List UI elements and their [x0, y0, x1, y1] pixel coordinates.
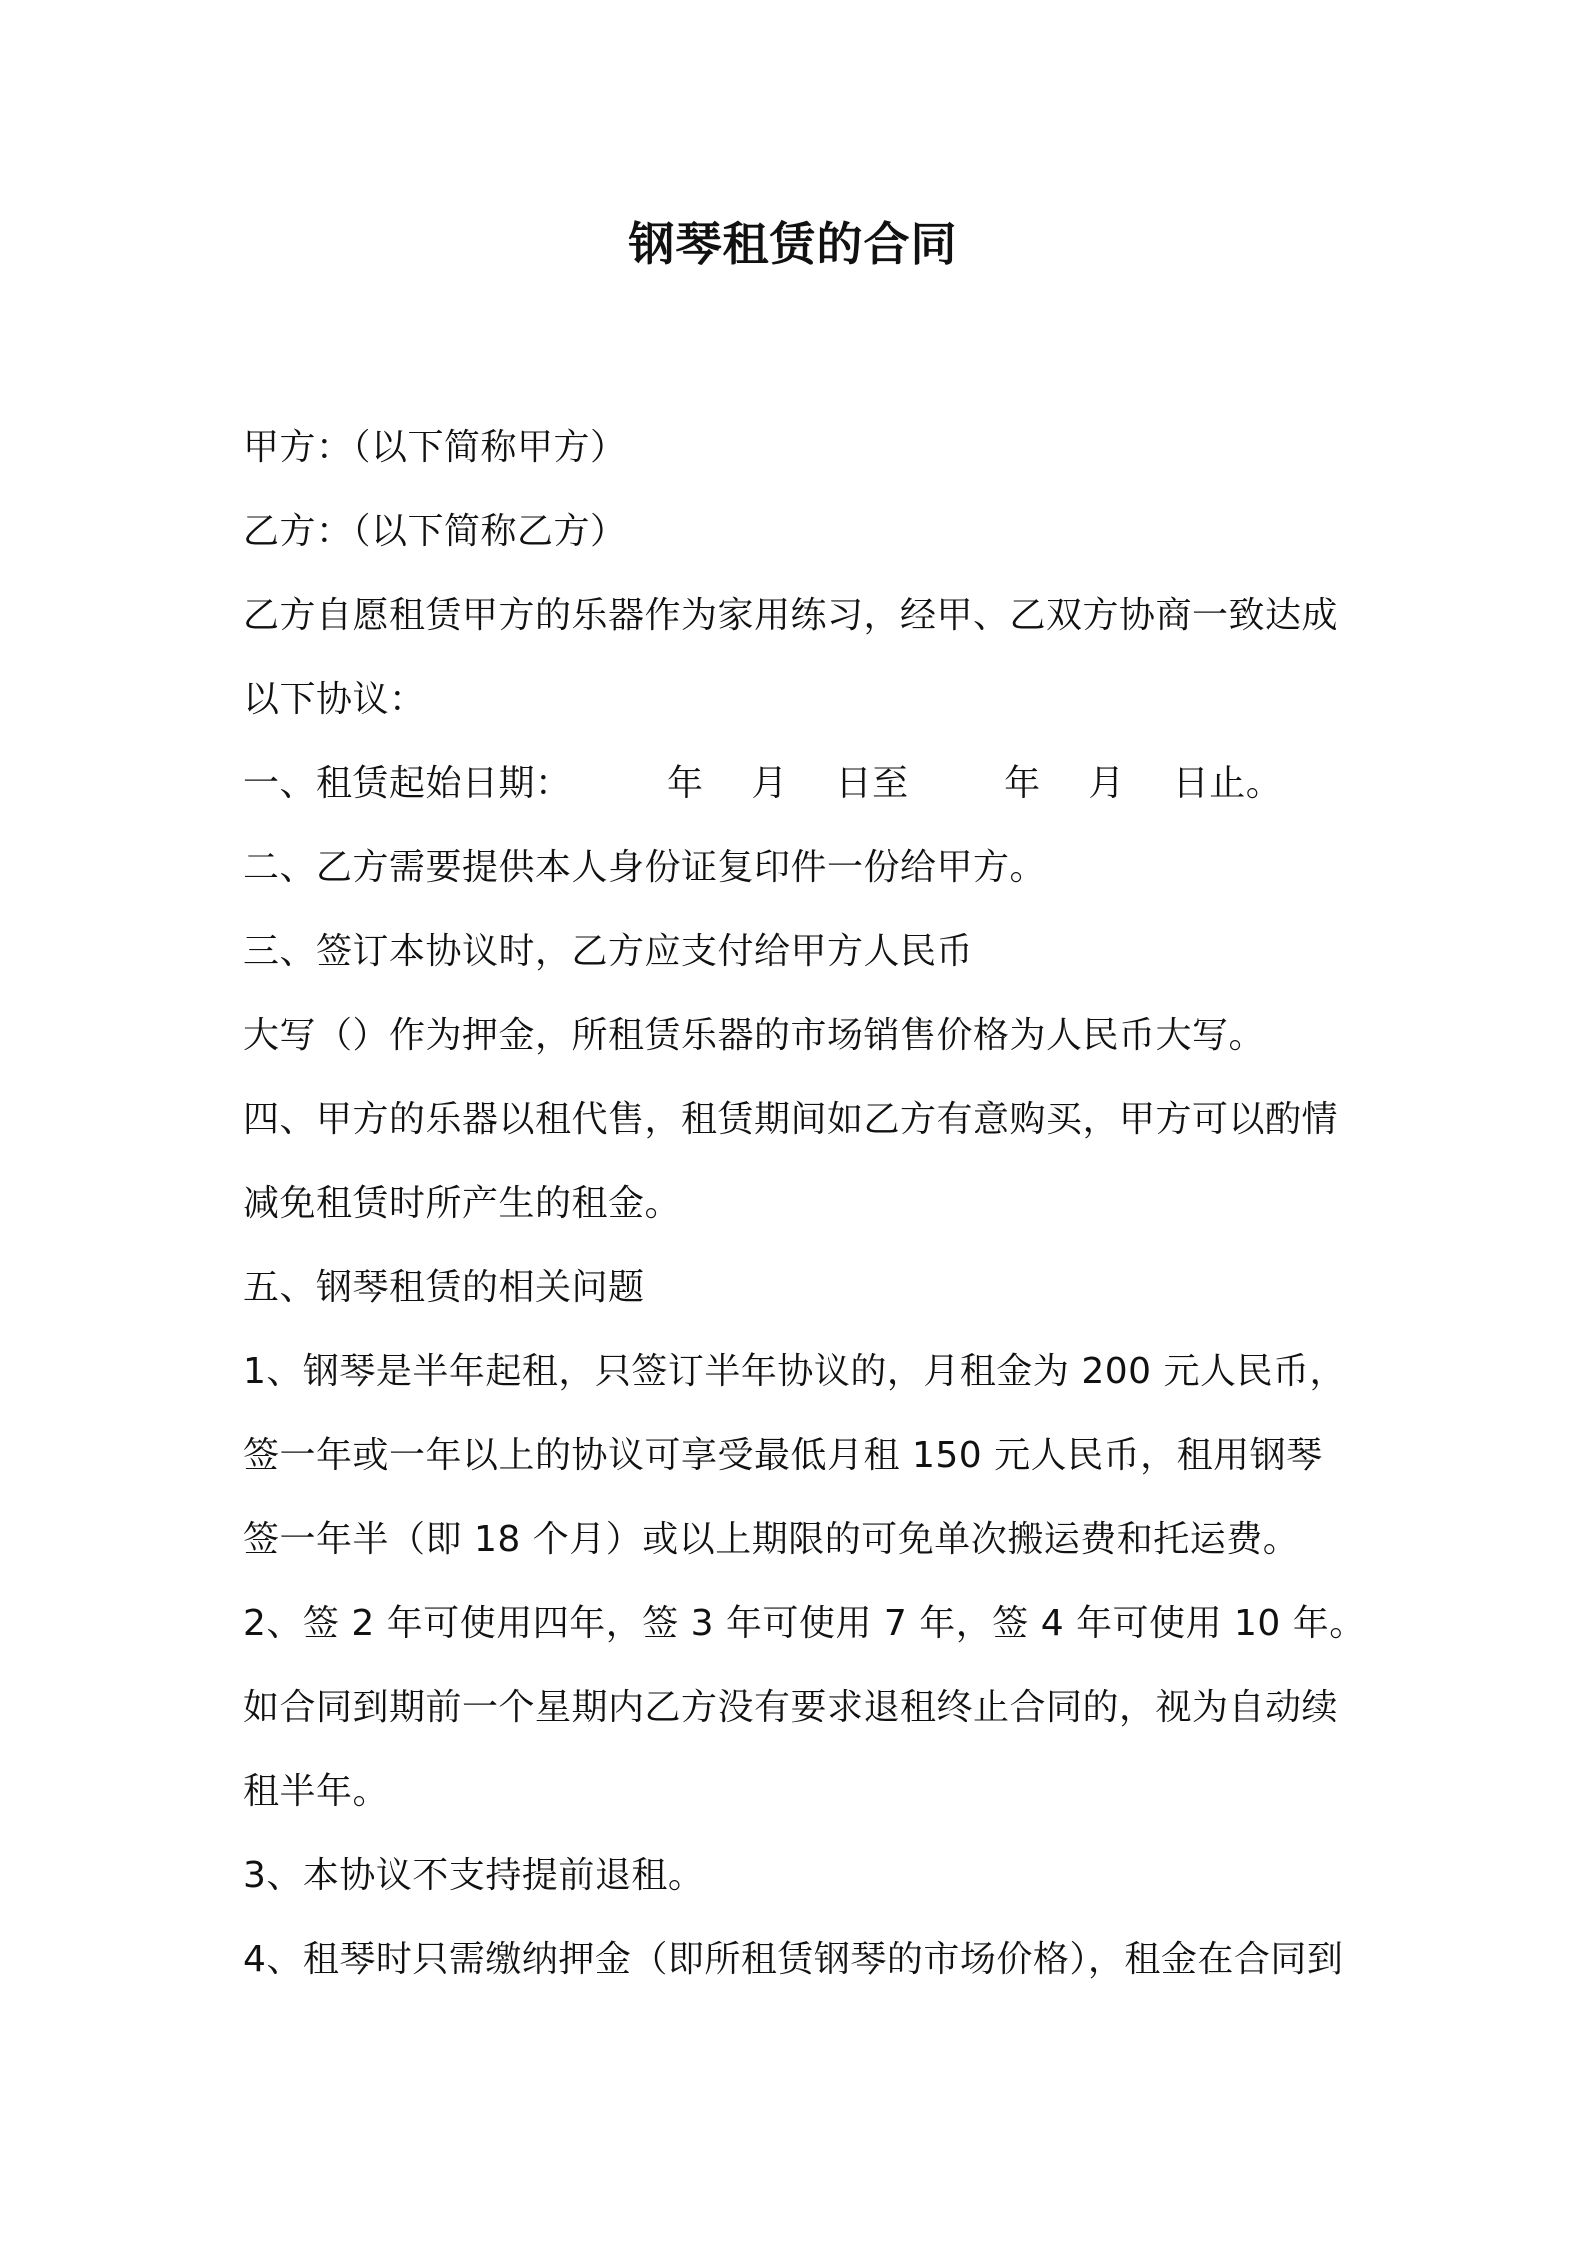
- clause-3-line-2: 大写（）作为押金，所租赁乐器的市场销售价格为人民币大写。: [243, 1015, 1266, 1056]
- item-1-line-3: 签一年半（即 18 个月）或以上期限的可免单次搬运费和托运费。: [243, 1519, 1300, 1560]
- party-a-line: 甲方：（以下简称甲方）: [243, 427, 627, 468]
- item-2-line-2: 如合同到期前一个星期内乙方没有要求退租终止合同的，视为自动续: [243, 1687, 1339, 1728]
- clause-4-line-1: 四、甲方的乐器以租代售，租赁期间如乙方有意购买，甲方可以酌情: [243, 1099, 1339, 1140]
- item-2-line-3: 租半年。: [243, 1771, 390, 1812]
- clause-3-line-1: 三、签订本协议时，乙方应支付给甲方人民币: [243, 931, 974, 972]
- document-title: 钢琴租赁的合同: [628, 217, 958, 271]
- item-1-line-1: 1、钢琴是半年起租，只签订半年协议的，月租金为 200 元人民币，: [243, 1351, 1347, 1392]
- item-4-line-1: 4、租琴时只需缴纳押金（即所租赁钢琴的市场价格），租金在合同到: [243, 1939, 1344, 1980]
- item-1-line-2: 签一年或一年以上的协议可享受最低月租 150 元人民币，租用钢琴: [243, 1435, 1323, 1476]
- clause-1-line: 一、租赁起始日期： 年 月 日至 年 月 日止。: [243, 763, 1283, 804]
- clause-4-line-2: 减免租赁时所产生的租金。: [243, 1183, 682, 1224]
- item-2-line-1: 2、签 2 年可使用四年，签 3 年可使用 7 年，签 4 年可使用 10 年。: [243, 1603, 1366, 1644]
- document-body: [243, 406, 1366, 2002]
- clause-5-heading: 五、钢琴租赁的相关问题: [243, 1267, 645, 1308]
- clause-2-line: 二、乙方需要提供本人身份证复印件一份给甲方。: [243, 847, 1047, 888]
- preamble-line-2: 以下协议：: [243, 679, 426, 720]
- preamble-line-1: 乙方自愿租赁甲方的乐器作为家用练习，经甲、乙双方协商一致达成: [243, 595, 1339, 636]
- item-3-line: 3、本协议不支持提前退租。: [243, 1855, 705, 1896]
- party-b-line: 乙方：（以下简称乙方）: [243, 511, 627, 552]
